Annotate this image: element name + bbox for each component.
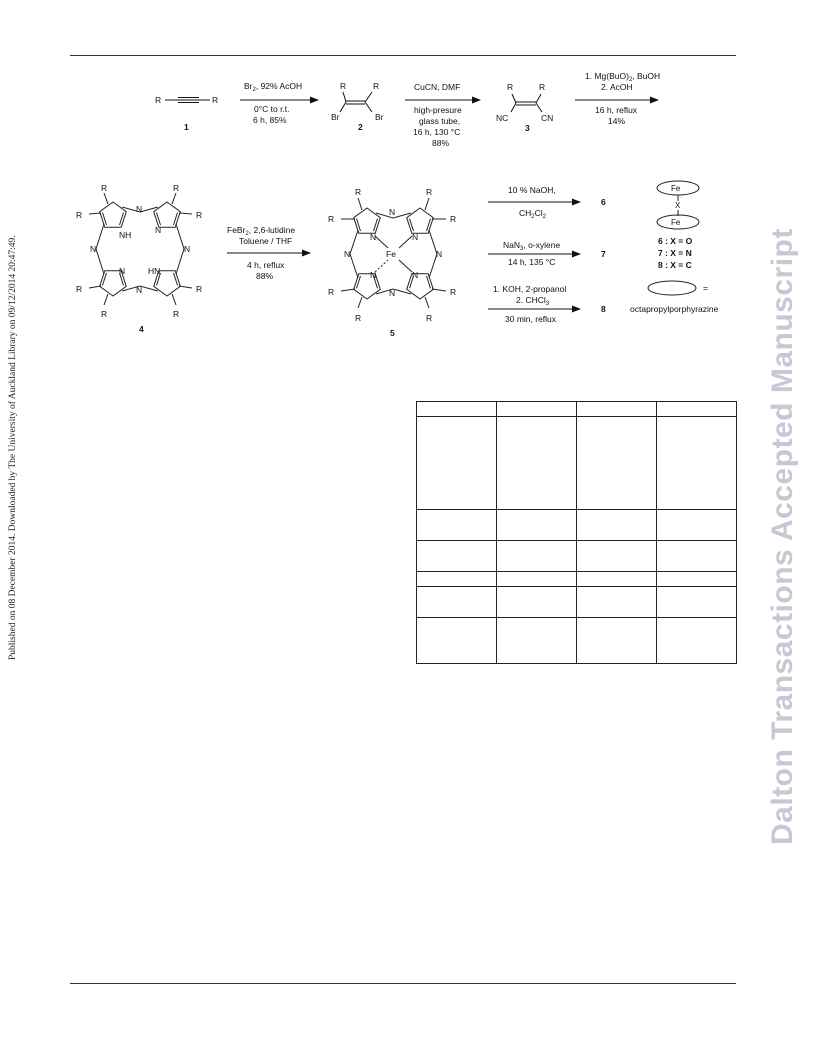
table-row — [417, 510, 737, 541]
svg-text:Toluene / THF: Toluene / THF — [239, 236, 293, 246]
svg-text:6 : X = O: 6 : X = O — [658, 236, 693, 246]
svg-text:CN: CN — [541, 113, 554, 123]
svg-text:N: N — [370, 232, 377, 242]
compound-2 — [331, 81, 384, 132]
svg-text:R: R — [328, 287, 335, 297]
compound-number-4: 4 — [139, 324, 144, 334]
arrow-step-2 — [405, 82, 480, 148]
svg-text:glass tube,: glass tube, — [419, 116, 461, 126]
svg-text:R: R — [539, 82, 546, 92]
svg-text:R: R — [101, 183, 108, 193]
svg-text:NaN3, o-xylene: NaN$_3$, o-xylene — [503, 240, 561, 252]
data-table — [416, 401, 737, 664]
svg-text:7 : X = N: 7 : X = N — [658, 248, 692, 258]
svg-text:N: N — [370, 270, 377, 280]
svg-text:R: R — [76, 284, 83, 294]
svg-text:N: N — [136, 285, 143, 295]
dimer-legend — [630, 181, 719, 314]
reagent: FeBr$_2$, 2,6-lutidine — [227, 225, 296, 237]
publication-note: Published on 08 December 2014. Downloaded by The University of Auckland Library on 09/12/2014 20:47:49. — [8, 235, 18, 660]
svg-text:4 h, reflux: 4 h, reflux — [247, 260, 285, 270]
svg-text:N: N — [412, 270, 419, 280]
svg-text:R: R — [328, 214, 335, 224]
svg-text:R: R — [355, 313, 362, 323]
branch-arrow-6 — [488, 185, 606, 220]
svg-text:R: R — [101, 309, 108, 319]
svg-text:R: R — [507, 82, 514, 92]
svg-text:8 : X = C: 8 : X = C — [658, 260, 692, 270]
table-row — [417, 417, 737, 510]
svg-text:N: N — [155, 225, 162, 235]
condition: 0°C to r.t. — [254, 104, 290, 114]
branch-arrow-7 — [488, 240, 606, 267]
reagent: CuCN, DMF — [414, 82, 461, 92]
r-label: R — [155, 95, 162, 105]
table-row — [417, 402, 737, 417]
svg-text:R: R — [355, 187, 362, 197]
svg-text:R: R — [373, 81, 380, 91]
compound-5 — [328, 187, 456, 338]
condition: 6 h, 85% — [253, 115, 287, 125]
product-7: 7 — [601, 249, 606, 259]
arrow-step-4 — [227, 225, 310, 281]
compound-number-2: 2 — [358, 122, 363, 132]
svg-text:N: N — [136, 204, 143, 214]
svg-text:R: R — [173, 309, 180, 319]
reagent: 1. $Mg(BuO)_2$, BuOH — [585, 71, 661, 83]
svg-text:N: N — [184, 244, 191, 254]
svg-text:HN: HN — [148, 266, 161, 276]
svg-text:16 h, reflux: 16 h, reflux — [595, 105, 638, 115]
table-row — [417, 572, 737, 587]
svg-text:14%: 14% — [608, 116, 626, 126]
svg-text:30 min, reflux: 30 min, reflux — [505, 314, 557, 324]
svg-text:88%: 88% — [256, 271, 274, 281]
svg-text:Br: Br — [331, 112, 340, 122]
svg-text:2. CHCl3: 2. CHCl$_3$ — [516, 295, 550, 307]
iron-label: Fe — [386, 249, 396, 259]
reaction-scheme — [0, 0, 816, 360]
watermark: Dalton Transactions Accepted Manuscript — [766, 228, 799, 845]
table-row — [417, 541, 737, 572]
compound-3 — [496, 82, 553, 133]
svg-text:Fe: Fe — [671, 184, 681, 193]
arrow-step-1 — [240, 81, 318, 125]
svg-text:2. AcOH: 2. AcOH — [601, 82, 633, 92]
svg-text:high-presure: high-presure — [414, 105, 462, 115]
svg-text:R: R — [76, 210, 83, 220]
compound-number-1: 1 — [184, 122, 189, 132]
compound-1 — [155, 95, 218, 132]
svg-text:X: X — [675, 201, 681, 210]
reagent: $Br_2$, 92% AcOH — [244, 81, 303, 93]
table-row — [417, 618, 737, 664]
arrow-step-3 — [575, 71, 660, 126]
compound-number-5: 5 — [390, 328, 395, 338]
branch-arrow-8 — [488, 284, 606, 324]
svg-text:N: N — [119, 266, 126, 276]
r-label: R — [212, 95, 219, 105]
svg-text:R: R — [450, 214, 457, 224]
svg-text:R: R — [426, 187, 433, 197]
ring-name: octapropylporphyrazine — [630, 304, 719, 314]
svg-text:R: R — [450, 287, 457, 297]
svg-text:R: R — [196, 210, 203, 220]
svg-text:Br: Br — [375, 112, 384, 122]
svg-text:CH2Cl2: $CH_2Cl_2$ — [519, 208, 546, 220]
svg-text:R: R — [173, 183, 180, 193]
svg-text:1. KOH, 2-propanol: 1. KOH, 2-propanol — [493, 284, 567, 294]
svg-text:14 h, 135 °C: 14 h, 135 °C — [508, 257, 556, 267]
table-row — [417, 587, 737, 618]
svg-text:N: N — [436, 249, 443, 259]
compound-number-3: 3 — [525, 123, 530, 133]
svg-text:16 h, 130 °C: 16 h, 130 °C — [413, 127, 461, 137]
svg-text:88%: 88% — [432, 138, 450, 148]
svg-text:10 % NaOH,: 10 % NaOH, — [508, 185, 556, 195]
svg-text:N: N — [344, 249, 351, 259]
svg-text:NH: NH — [119, 230, 132, 240]
compound-4 — [76, 183, 202, 334]
svg-text:Fe: Fe — [671, 218, 681, 227]
svg-text:N: N — [389, 288, 396, 298]
svg-text:R: R — [340, 81, 347, 91]
svg-text:NC: NC — [496, 113, 509, 123]
product-8: 8 — [601, 304, 606, 314]
svg-text:R: R — [196, 284, 203, 294]
svg-text:N: N — [90, 244, 97, 254]
product-6: 6 — [601, 197, 606, 207]
svg-text:=: = — [703, 283, 708, 293]
svg-text:N: N — [389, 207, 396, 217]
bottom-rule — [70, 983, 736, 984]
svg-text:N: N — [412, 232, 419, 242]
svg-text:R: R — [426, 313, 433, 323]
